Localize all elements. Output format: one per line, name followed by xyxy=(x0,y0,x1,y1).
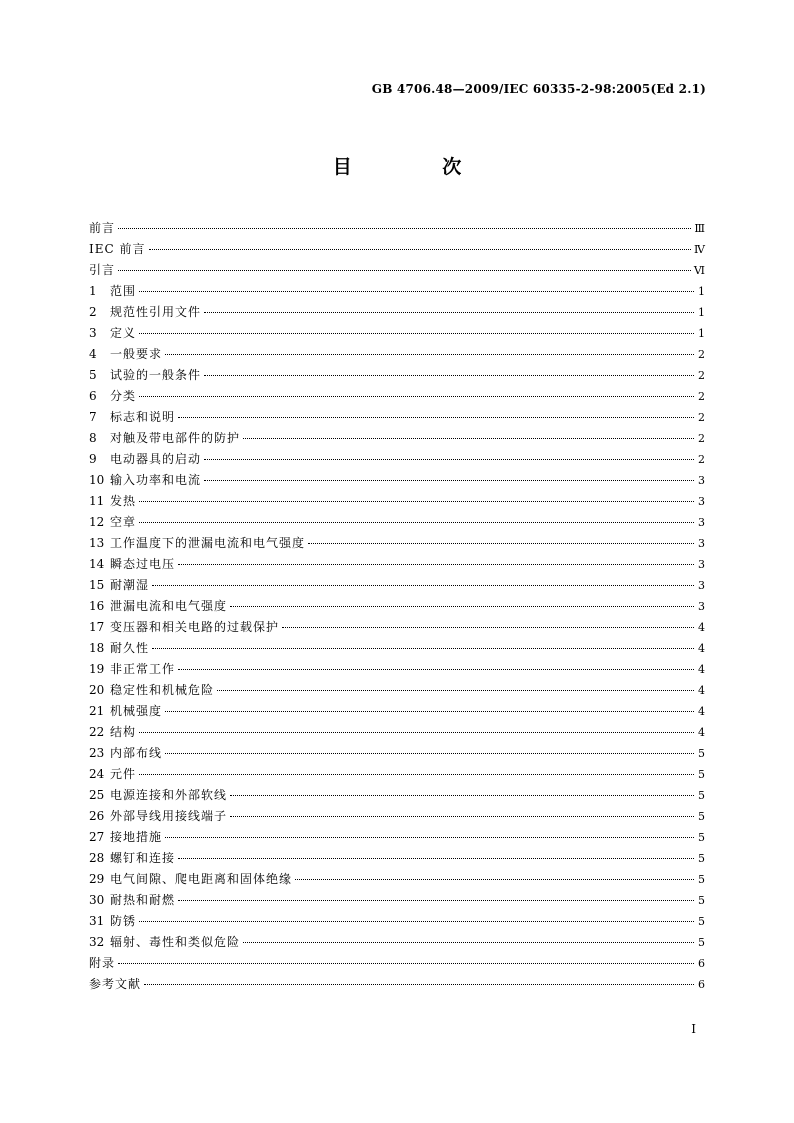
toc-entry-page: 5 xyxy=(698,831,705,844)
toc-entry-title: 泄漏电流和电气强度 xyxy=(110,599,228,613)
toc-entry-title: 变压器和相关电路的过载保护 xyxy=(110,620,280,634)
toc-dot-leader xyxy=(217,690,694,691)
toc-entry-number: 28 xyxy=(89,851,105,865)
toc-entry-page: 4 xyxy=(698,642,705,655)
toc-entry-title: 结构 xyxy=(110,725,137,739)
toc-entry[interactable] xyxy=(89,911,705,932)
toc-entry-title: 耐久性 xyxy=(110,641,150,655)
toc-entry-title: 规范性引用文件 xyxy=(110,305,202,319)
toc-entry-page: 4 xyxy=(698,705,705,718)
toc-entry-title: 引言 xyxy=(89,263,116,277)
toc-entry-title: 附录 xyxy=(89,956,116,970)
toc-entry-number: 10 xyxy=(89,473,105,487)
toc-entry-page: 3 xyxy=(698,474,705,487)
toc-dot-leader xyxy=(149,249,692,250)
toc-dot-leader xyxy=(204,375,694,376)
toc-entry-page: 6 xyxy=(698,978,705,991)
toc-entry-title: 元件 xyxy=(110,767,137,781)
toc-entry-title: 耐热和耐燃 xyxy=(110,893,176,907)
toc-dot-leader xyxy=(118,963,694,964)
toc-entry-number: 14 xyxy=(89,557,105,571)
toc-entry-page: 1 xyxy=(698,285,705,298)
toc-dot-leader xyxy=(139,501,694,502)
toc-dot-leader xyxy=(165,837,694,838)
toc-entry-title: 电气间隙、爬电距离和固体绝缘 xyxy=(110,872,293,886)
toc-entry[interactable] xyxy=(89,323,705,344)
toc-entry[interactable] xyxy=(89,344,705,365)
toc-entry[interactable] xyxy=(89,491,705,512)
toc-entry-title: 对触及带电部件的防护 xyxy=(110,431,241,445)
toc-entry-page: 3 xyxy=(698,537,705,550)
toc-entry-number: 4 xyxy=(89,347,97,361)
toc-entry-number: 6 xyxy=(89,389,97,403)
toc-entry[interactable] xyxy=(89,869,705,890)
toc-entry-page: 2 xyxy=(698,432,705,445)
toc-entry-page: 5 xyxy=(698,747,705,760)
toc-dot-leader xyxy=(204,459,694,460)
toc-entry-title: 螺钉和连接 xyxy=(110,851,176,865)
toc-entry-title: 工作温度下的泄漏电流和电气强度 xyxy=(110,536,306,550)
toc-entry-title: 定义 xyxy=(110,326,137,340)
toc-dot-leader xyxy=(230,606,694,607)
toc-entry[interactable] xyxy=(89,743,705,764)
toc-dot-leader xyxy=(139,333,694,334)
toc-entry-number: 5 xyxy=(89,368,97,382)
toc-entry-page: 5 xyxy=(698,936,705,949)
toc-entry[interactable] xyxy=(89,806,705,827)
toc-dot-leader xyxy=(178,669,694,670)
toc-entry[interactable] xyxy=(89,407,705,428)
toc-entry-title: 外部导线用接线端子 xyxy=(110,809,228,823)
toc-entry-number: 12 xyxy=(89,515,105,529)
toc-dot-leader xyxy=(178,564,694,565)
toc-entry-title: 输入功率和电流 xyxy=(110,473,202,487)
toc-dot-leader xyxy=(243,942,694,943)
toc-entry[interactable] xyxy=(89,260,705,281)
page-number: I xyxy=(691,1022,696,1036)
table-of-contents xyxy=(89,218,705,995)
toc-entry-title: 电源连接和外部软线 xyxy=(110,788,228,802)
toc-entry[interactable] xyxy=(89,848,705,869)
toc-dot-leader xyxy=(178,900,694,901)
toc-entry-page: 3 xyxy=(698,558,705,571)
toc-entry-number: 16 xyxy=(89,599,105,613)
toc-entry-number: 23 xyxy=(89,746,105,760)
toc-entry[interactable] xyxy=(89,239,705,260)
toc-entry[interactable] xyxy=(89,449,705,470)
toc-entry-number: 8 xyxy=(89,431,97,445)
toc-entry-title: 发热 xyxy=(110,494,137,508)
toc-entry[interactable] xyxy=(89,680,705,701)
toc-entry[interactable] xyxy=(89,428,705,449)
toc-entry-page: 1 xyxy=(698,306,705,319)
toc-entry-number: 1 xyxy=(89,284,97,298)
toc-entry[interactable] xyxy=(89,596,705,617)
toc-entry-page: 5 xyxy=(698,852,705,865)
toc-entry-number: 24 xyxy=(89,767,105,781)
toc-entry-page: Ⅳ xyxy=(694,243,705,256)
toc-dot-leader xyxy=(144,984,694,985)
toc-entry-page: 5 xyxy=(698,915,705,928)
toc-entry-title: 范围 xyxy=(110,284,137,298)
toc-entry-title: 机械强度 xyxy=(110,704,163,718)
toc-entry-page: 2 xyxy=(698,369,705,382)
toc-entry-title: 内部布线 xyxy=(110,746,163,760)
toc-entry-title: 耐潮湿 xyxy=(110,578,150,592)
toc-entry-title: 辐射、毒性和类似危险 xyxy=(110,935,241,949)
standard-code: GB 4706.48—2009/IEC 60335-2-98:2005(Ed 2.1) xyxy=(371,82,706,96)
toc-entry-title: IEC 前言 xyxy=(89,242,146,256)
toc-entry-number: 22 xyxy=(89,725,105,739)
toc-entry-number: 17 xyxy=(89,620,105,634)
toc-entry-title: 参考文献 xyxy=(89,977,142,991)
toc-entry[interactable] xyxy=(89,575,705,596)
toc-entry-page: 5 xyxy=(698,768,705,781)
toc-entry-number: 3 xyxy=(89,326,97,340)
toc-entry-page: 3 xyxy=(698,579,705,592)
toc-dot-leader xyxy=(282,627,694,628)
toc-dot-leader xyxy=(204,480,694,481)
toc-entry-title: 稳定性和机械危险 xyxy=(110,683,215,697)
toc-entry[interactable] xyxy=(89,932,705,953)
toc-entry-title: 空章 xyxy=(110,515,137,529)
toc-entry[interactable] xyxy=(89,890,705,911)
toc-dot-leader xyxy=(139,522,694,523)
toc-entry-title: 试验的一般条件 xyxy=(110,368,202,382)
toc-entry-number: 11 xyxy=(89,494,105,508)
toc-entry[interactable] xyxy=(89,218,705,239)
toc-dot-leader xyxy=(230,795,694,796)
toc-entry-title: 分类 xyxy=(110,389,137,403)
toc-entry-number: 7 xyxy=(89,410,97,424)
toc-entry-number: 20 xyxy=(89,683,105,697)
toc-entry-number: 30 xyxy=(89,893,105,907)
toc-entry-page: 6 xyxy=(698,957,705,970)
toc-entry[interactable] xyxy=(89,512,705,533)
toc-entry[interactable] xyxy=(89,281,705,302)
toc-entry-title: 瞬态过电压 xyxy=(110,557,176,571)
toc-dot-leader xyxy=(165,711,694,712)
toc-entry-number: 13 xyxy=(89,536,105,550)
toc-entry-page: 2 xyxy=(698,348,705,361)
toc-entry-number: 26 xyxy=(89,809,105,823)
toc-dot-leader xyxy=(178,858,694,859)
toc-entry[interactable] xyxy=(89,470,705,491)
toc-entry-page: 4 xyxy=(698,726,705,739)
toc-entry[interactable] xyxy=(89,953,705,974)
toc-entry-title: 电动器具的启动 xyxy=(110,452,202,466)
toc-entry-page: 2 xyxy=(698,411,705,424)
toc-dot-leader xyxy=(152,648,694,649)
toc-entry-page: 4 xyxy=(698,684,705,697)
toc-entry[interactable] xyxy=(89,365,705,386)
toc-entry[interactable] xyxy=(89,659,705,680)
toc-entry-page: 4 xyxy=(698,621,705,634)
toc-entry[interactable] xyxy=(89,722,705,743)
toc-entry-number: 15 xyxy=(89,578,105,592)
toc-dot-leader xyxy=(118,228,691,229)
toc-entry[interactable] xyxy=(89,554,705,575)
toc-dot-leader xyxy=(139,396,694,397)
toc-entry[interactable] xyxy=(89,638,705,659)
toc-entry[interactable] xyxy=(89,533,705,554)
toc-entry-number: 31 xyxy=(89,914,105,928)
toc-entry-page: 5 xyxy=(698,894,705,907)
toc-entry-number: 25 xyxy=(89,788,105,802)
toc-dot-leader xyxy=(308,543,694,544)
toc-entry-page: 3 xyxy=(698,516,705,529)
toc-dot-leader xyxy=(152,585,694,586)
toc-dot-leader xyxy=(139,291,694,292)
toc-entry-title: 前言 xyxy=(89,221,116,235)
toc-entry-page: Ⅵ xyxy=(693,264,705,277)
toc-dot-leader xyxy=(165,753,694,754)
toc-entry-page: 2 xyxy=(698,453,705,466)
toc-entry-number: 19 xyxy=(89,662,105,676)
toc-entry-number: 2 xyxy=(89,305,97,319)
toc-dot-leader xyxy=(139,921,694,922)
toc-entry-number: 27 xyxy=(89,830,105,844)
toc-entry-page: 3 xyxy=(698,600,705,613)
toc-entry-page: 5 xyxy=(698,789,705,802)
toc-entry-number: 9 xyxy=(89,452,97,466)
toc-dot-leader xyxy=(230,816,694,817)
toc-entry[interactable] xyxy=(89,701,705,722)
toc-dot-leader xyxy=(165,354,694,355)
toc-dot-leader xyxy=(139,732,694,733)
toc-entry-title: 防锈 xyxy=(110,914,137,928)
toc-entry[interactable] xyxy=(89,785,705,806)
toc-entry[interactable] xyxy=(89,827,705,848)
toc-entry-page: 5 xyxy=(698,873,705,886)
page-title: 目 次 xyxy=(332,156,504,178)
toc-dot-leader xyxy=(118,270,691,271)
toc-dot-leader xyxy=(139,774,694,775)
toc-entry-number: 29 xyxy=(89,872,105,886)
toc-entry-page: 2 xyxy=(698,390,705,403)
toc-entry-title: 一般要求 xyxy=(110,347,163,361)
toc-entry-number: 32 xyxy=(89,935,105,949)
toc-entry-page: 5 xyxy=(698,810,705,823)
toc-entry-page: Ⅲ xyxy=(694,222,705,235)
toc-entry-number: 18 xyxy=(89,641,105,655)
toc-entry[interactable] xyxy=(89,617,705,638)
toc-entry[interactable] xyxy=(89,764,705,785)
toc-entry-title: 非正常工作 xyxy=(110,662,176,676)
toc-dot-leader xyxy=(178,417,694,418)
toc-entry-page: 3 xyxy=(698,495,705,508)
toc-entry-page: 4 xyxy=(698,663,705,676)
toc-dot-leader xyxy=(295,879,694,880)
toc-entry[interactable] xyxy=(89,386,705,407)
toc-entry[interactable] xyxy=(89,974,705,995)
toc-entry-title: 接地措施 xyxy=(110,830,163,844)
toc-entry-page: 1 xyxy=(698,327,705,340)
toc-dot-leader xyxy=(243,438,694,439)
toc-dot-leader xyxy=(204,312,694,313)
toc-entry[interactable] xyxy=(89,302,705,323)
toc-entry-title: 标志和说明 xyxy=(110,410,176,424)
toc-entry-number: 21 xyxy=(89,704,105,718)
